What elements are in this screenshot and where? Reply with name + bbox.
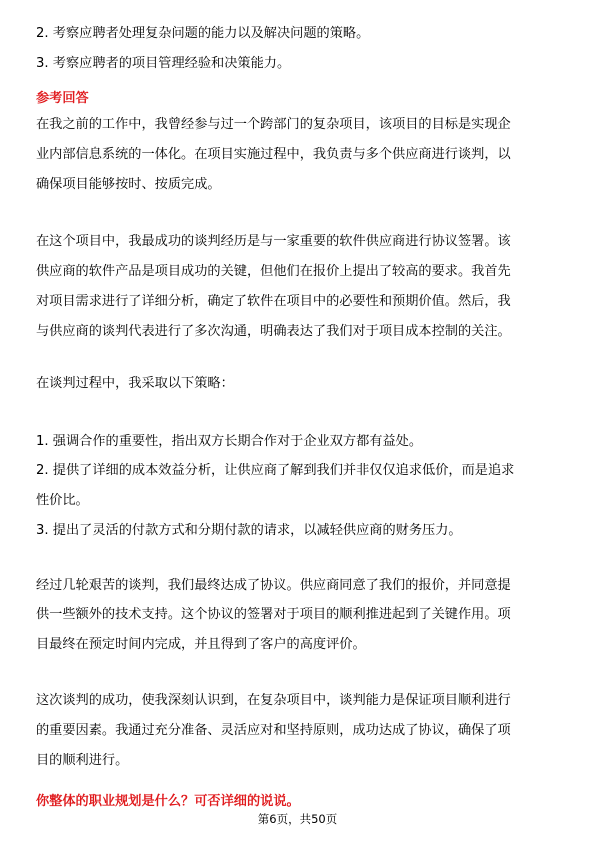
question-point-3: 3. 考察应聘者的项目管理经验和决策能力。 xyxy=(36,56,291,71)
strategy-item-continued: 性价比。 xyxy=(36,493,89,508)
paragraph-line: 目最终在预定时间内完成，并且得到了客户的高度评价。 xyxy=(36,637,366,652)
strategy-item: 2. 提供了详细的成本效益分析，让供应商了解到我们并非仅仅追求低价，而是追求 xyxy=(36,463,515,478)
paragraph-line: 业内部信息系统的一体化。在项目实施过程中，我负责与多个供应商进行谈判，以 xyxy=(36,147,511,162)
strategy-item: 3. 提出了灵活的付款方式和分期付款的请求，以减轻供应商的财务压力。 xyxy=(36,523,462,538)
paragraph-line: 经过几轮艰苦的谈判，我们最终达成了协议。供应商同意了我们的报价，并同意提 xyxy=(36,578,511,593)
paragraph-line: 的重要因素。我通过充分准备、灵活应对和坚持原则，成功达成了协议，确保了项 xyxy=(36,723,511,738)
answer-heading: 参考回答 xyxy=(36,91,89,106)
question-point-2: 2. 考察应聘者处理复杂问题的能力以及解决问题的策略。 xyxy=(36,26,370,41)
paragraph-line: 在谈判过程中，我采取以下策略： xyxy=(36,376,234,391)
paragraph-line: 供一些额外的技术支持。这个协议的签署对于项目的顺利推进起到了关键作用。项 xyxy=(36,607,511,622)
paragraph-line: 对项目需求进行了详细分析，确定了软件在项目中的必要性和预期价值。然后，我 xyxy=(36,294,511,309)
paragraph-line: 这次谈判的成功，使我深刻认识到，在复杂项目中，谈判能力是保证项目顺利进行 xyxy=(36,693,511,708)
strategy-item: 1. 强调合作的重要性，指出双方长期合作对于企业双方都有益处。 xyxy=(36,434,423,449)
paragraph-line: 与供应商的谈判代表进行了多次沟通，明确表达了我们对于项目成本控制的关注。 xyxy=(36,324,511,339)
paragraph-line: 在我之前的工作中，我曾经参与过一个跨部门的复杂项目，该项目的目标是实现企 xyxy=(36,117,511,132)
next-question: 你整体的职业规划是什么？可否详细的说说。 xyxy=(36,794,300,809)
paragraph-line: 确保项目能够按时、按质完成。 xyxy=(36,177,221,192)
paragraph-line: 供应商的软件产品是项目成功的关键，但他们在报价上提出了较高的要求。我首先 xyxy=(36,264,511,279)
paragraph-line: 目的顺利进行。 xyxy=(36,753,129,768)
paragraph-line: 在这个项目中，我最成功的谈判经历是与一家重要的软件供应商进行协议签署。该 xyxy=(36,234,511,249)
page-number-footer: 第6页，共50页 xyxy=(257,812,338,826)
